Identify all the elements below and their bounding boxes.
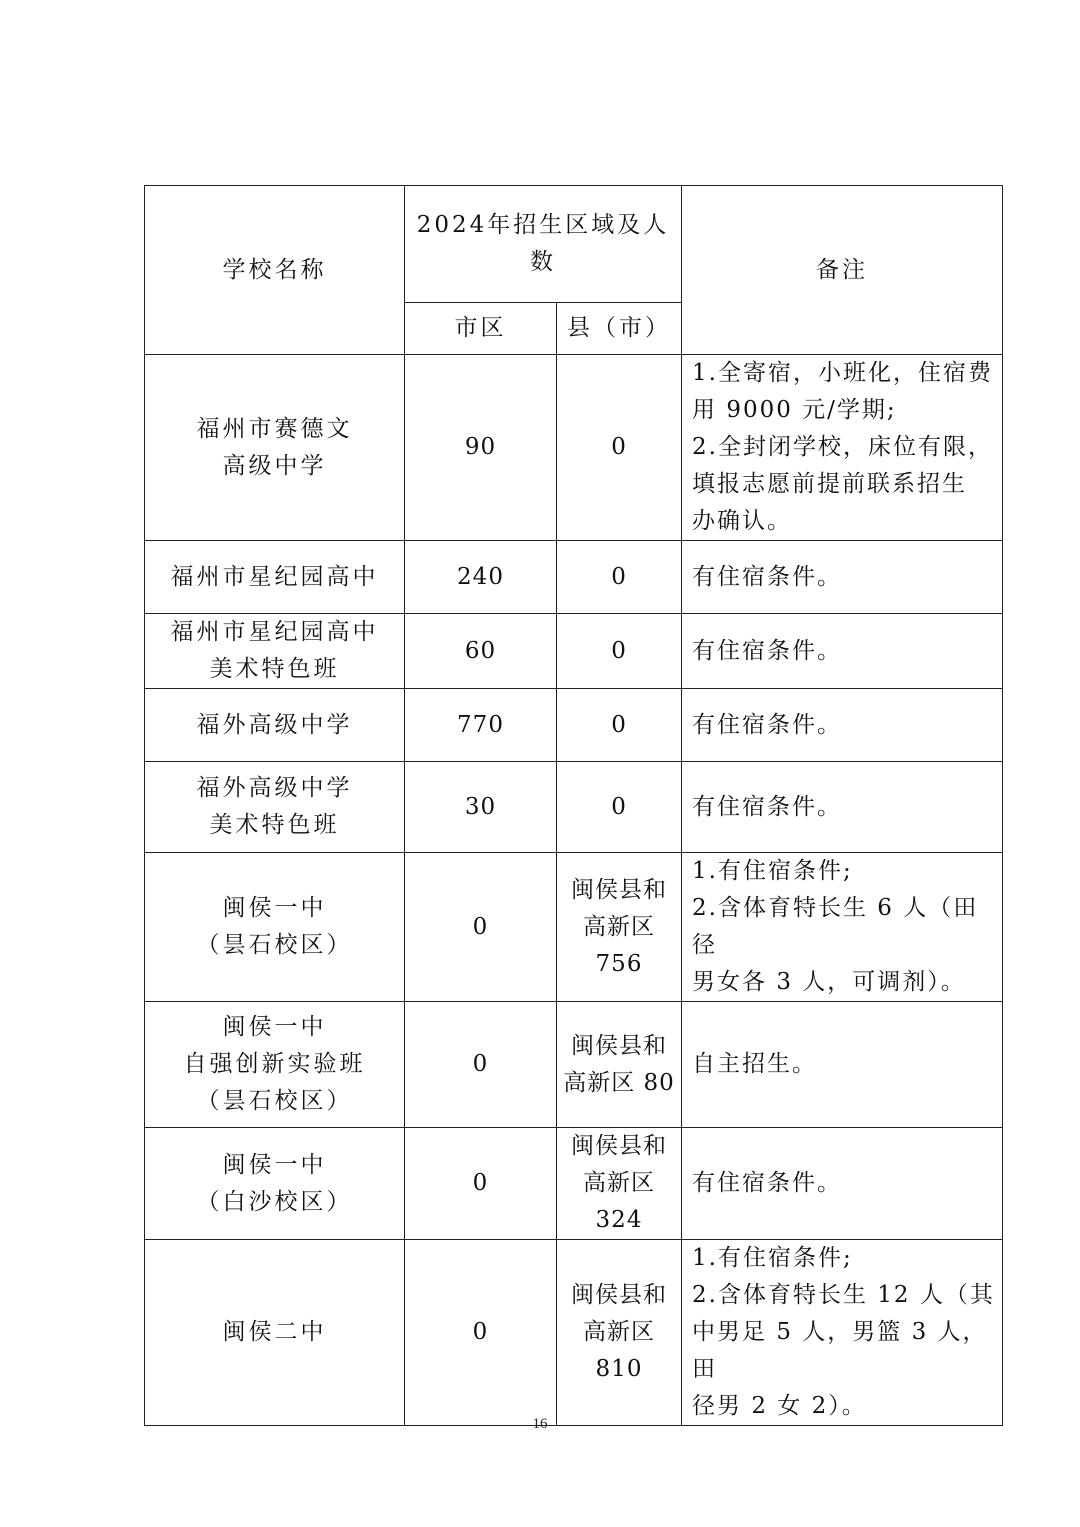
notes-cell-line: 有住宿条件。 [692,637,843,664]
urban-count-cell: 0 [405,1128,557,1240]
school-name-cell-line: 美术特色班 [209,656,340,682]
table-row [145,1128,1003,1240]
county-count-cell-line: 756 [595,950,643,977]
county-count-cell-line: 0 [611,563,627,590]
urban-count-cell: 770 [405,689,557,762]
county-count-cell-line: 闽侯县和 [571,876,667,903]
notes-cell-line: 有住宿条件。 [692,563,843,590]
notes-cell-line: 自主招生。 [692,1051,818,1077]
county-count-cell [557,689,682,762]
notes-cell [682,689,1003,762]
notes-cell [682,541,1003,614]
notes-cell [682,762,1003,853]
header-row [145,186,1003,303]
notes-cell-line: 填报志愿前提前联系招生 [692,471,968,497]
school-name-cell [145,1240,405,1426]
urban-count-cell: 90 [405,355,557,541]
notes-cell-line: 2.全封闭学校，床位有限， [692,434,993,460]
notes-cell [682,355,1003,541]
urban-count-cell: 30 [405,762,557,853]
urban-count-cell: 0 [405,1240,557,1426]
county-count-cell-line: 闽侯县和 [571,1133,667,1159]
school-name-cell-line: 福州市星纪园高中 [170,619,379,645]
header-enrollment-group: 2024年招生区域及人数 [405,186,682,303]
county-count-cell [557,1240,682,1426]
notes-cell-line: 男女各 3 人，可调剂）。 [692,969,966,995]
notes-cell [682,1128,1003,1240]
notes-cell-line: 1.有住宿条件; [692,1245,853,1271]
notes-cell-line: 用 9000 元/学期; [692,397,897,423]
table-row [145,541,1003,614]
school-name-cell-line: 美术特色班 [209,812,340,838]
county-count-cell [557,1002,682,1128]
school-name-cell [145,762,405,853]
school-name-cell [145,853,405,1002]
county-count-cell [557,762,682,853]
county-count-cell-line: 324 [595,1207,643,1233]
notes-cell-line: 中男足 5 人，男篮 3 人，田 [692,1319,988,1382]
school-name-cell-line: 高级中学 [222,452,327,479]
notes-cell-line: 有住宿条件。 [692,1170,843,1196]
urban-count-cell: 60 [405,614,557,689]
notes-cell-line: 径男 2 女 2）。 [692,1393,867,1419]
school-name-cell-line: 自强创新实验班 [183,1051,366,1077]
school-name-cell [145,541,405,614]
notes-cell [682,853,1003,1002]
county-count-cell [557,541,682,614]
school-name-cell-line: 福外高级中学 [196,775,353,801]
school-name-cell-line: 闽侯二中 [222,1319,327,1345]
notes-cell-line: 1.全寄宿，小班化，住宿费 [692,360,993,386]
urban-count-cell: 0 [405,1002,557,1128]
school-name-cell-line: （白沙校区） [196,1188,353,1215]
notes-cell-line: 办确认。 [692,508,793,534]
notes-cell [682,1002,1003,1128]
county-count-cell-line: 高新区 [583,1170,655,1196]
school-name-cell-line: 闽侯一中 [222,1151,327,1178]
county-count-cell [557,853,682,1002]
table-row [145,614,1003,689]
county-count-cell-line: 高新区 [583,1319,655,1345]
table-body [145,186,1003,1426]
school-name-cell [145,1128,405,1240]
school-name-cell-line: 福州市赛德文 [196,415,353,442]
notes-cell-line: 2.含体育特长生 12 人（其 [692,1282,995,1308]
urban-count-cell: 0 [405,853,557,1002]
school-name-cell [145,1002,405,1128]
header-school-name: 学校名称 [145,186,405,355]
school-name-cell-line: 闽侯一中 [222,1014,327,1040]
table-row [145,1240,1003,1426]
county-count-cell-line: 0 [611,711,627,738]
header-county: 县（市） [557,303,682,355]
notes-cell [682,1240,1003,1426]
county-count-cell [557,355,682,541]
table-row [145,355,1003,541]
county-count-cell-line: 高新区 80 [563,1069,675,1096]
notes-cell [682,614,1003,689]
notes-cell-line: 1.有住宿条件; [692,858,853,884]
page-number: 16 [532,1416,548,1432]
header-urban: 市区 [405,303,557,355]
county-count-cell-line: 闽侯县和 [571,1032,667,1059]
header-notes: 备注 [682,186,1003,355]
school-name-cell [145,355,405,541]
notes-cell-line: 有住宿条件。 [692,793,843,820]
county-count-cell-line: 高新区 [583,913,655,940]
notes-cell-line: 2.含体育特长生 6 人（田径 [692,895,979,958]
school-name-cell-line: 闽侯一中 [222,895,327,921]
school-name-cell-line: 福州市星纪园高中 [170,563,379,590]
county-count-cell-line: 闽侯县和 [571,1282,667,1308]
table-row [145,1002,1003,1128]
notes-cell-line: 有住宿条件。 [692,711,843,738]
table-row [145,853,1003,1002]
county-count-cell [557,1128,682,1240]
table-row [145,762,1003,853]
enrollment-table [144,185,1003,1426]
school-name-cell [145,689,405,762]
county-count-cell [557,614,682,689]
county-count-cell-line: 0 [611,637,627,664]
county-count-cell-line: 0 [611,434,627,460]
table-row [145,689,1003,762]
urban-count-cell: 240 [405,541,557,614]
county-count-cell-line: 810 [595,1356,643,1382]
school-name-cell [145,614,405,689]
school-name-cell-line: （昙石校区） [196,1088,353,1114]
school-name-cell-line: （昙石校区） [196,932,353,958]
county-count-cell-line: 0 [611,793,627,820]
school-name-cell-line: 福外高级中学 [196,711,353,738]
